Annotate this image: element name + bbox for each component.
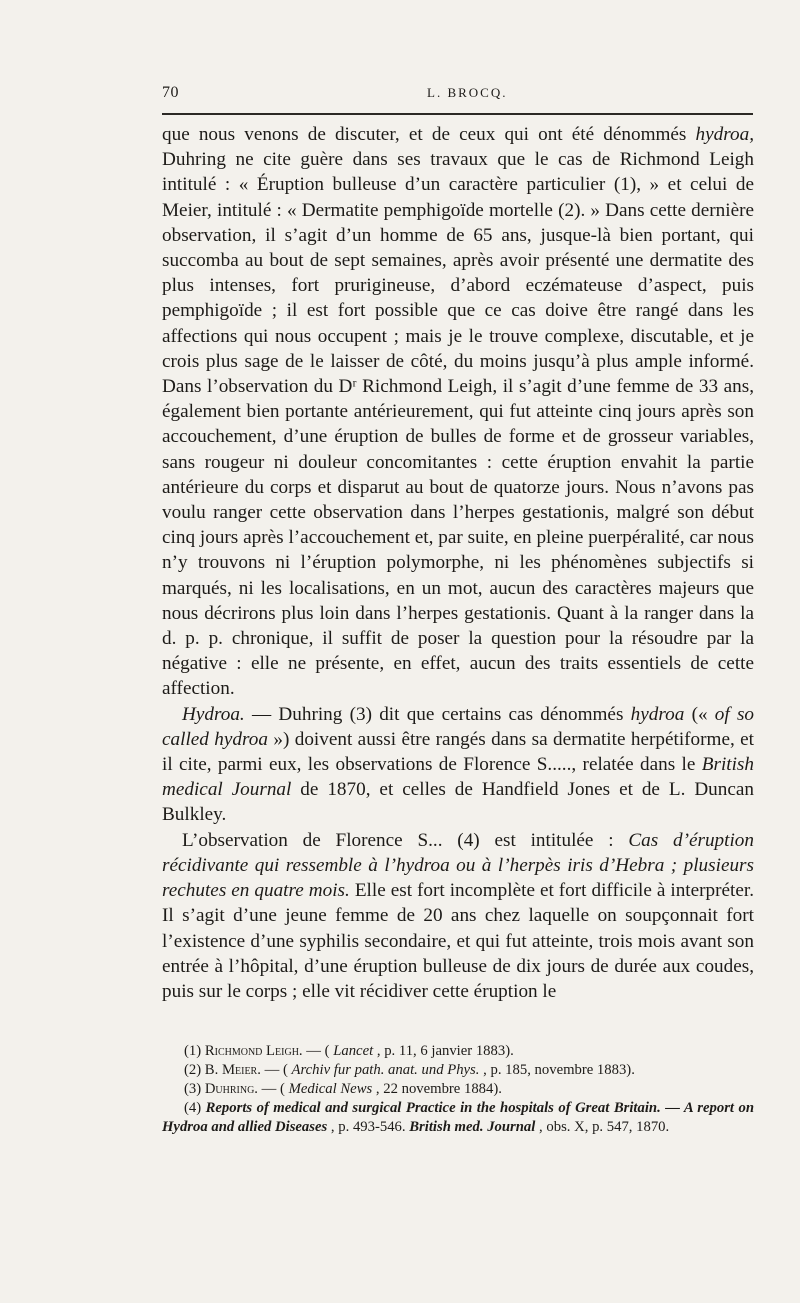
main-text (162, 122, 754, 1004)
paragraph-florence-observation: L’observation de Florence S... (4) est intitulée : Cas d’éruption récidivante qui ressemble à l’hydroa ou à l’herpès iris d’Hebra ; plusieurs rechutes en quatre mois. Elle est fort incomplète et fort difficile à interpréter. Il s’agit d’une jeune femme de 20 ans chez laquelle on soupçonnait fort l’existence d’une syphilis secondaire, et qui fut atteinte, trois mois avant son entrée à l’hôpital, d’une éruption bulleuse de dix jours de durée aux coudes, puis sur le corps ; elle vit récidiver cette éruption le (162, 829, 755, 1002)
section-heading-hydroa: Hydroa. (182, 703, 245, 725)
running-head (162, 84, 753, 108)
footnote-4: (4) Reports of medical and surgical Practice in the hospitals of Great Britain. — A report on Hydroa and allied Diseases , p. 493-546. British med. Journal , obs. X, p. 547, 1870. (162, 1100, 754, 1135)
footnote-3: (3) Duhring. — ( Medical News , 22 novembre 1884). (184, 1081, 502, 1097)
header-rule (162, 113, 753, 115)
running-head-author: L. BROCQ. (427, 85, 508, 100)
footnotes (162, 1042, 754, 1137)
paragraph-duhring-cases: que nous venons de discuter, et de ceux qui ont été dénommés hydroa, Duhring ne cite guère dans ses travaux que le cas de Richmond Leigh intitulé : « Éruption bulleuse d’un caractère particulier (1), » et celui de Meier, intitulé : « Dermatite pemphigoïde mortelle (2). » Dans cette dernière observation, il s’agit d’un homme de 65 ans, jusque-là bien portant, qui succomba au bout de sept semaines, après avoir présenté une dermatite des plus intenses, fort prurigineuse, d’abord eczémateuse d’aspect, puis pemphigoïde ; il est fort possible que ce cas doive être rangé dans les affections qui nous occupent ; mais je le trouve complexe, discutable, et je crois plus sage de le laisser de côté, du moins jusqu’à plus ample informé. Dans l’observation du Dʳ Richmond Leigh, il s’agit d’une femme de 33 ans, également bien portante antérieurement, qui fut atteinte cinq jours après son accouchement, d’une éruption de bulles de forme et de grosseur variables, sans rougeur ni douleur concomitantes : cette éruption envahit la partie antérieure du corps et disparut au bout de quatorze jours. Nous n’avons pas voulu ranger cette observation dans l’herpes gestationis, malgré son début cinq jours après l’accouchement et, par suite, en pleine puerpéralité, car nous n’y trouvons ni l’éruption polymorphe, ni les phénomènes subjectifs si marqués, ni les localisations, en un mot, aucun des caractères majeurs que nous décrirons plus loin dans l’herpes gestationis. Quant à la ranger dans la d. p. p. chronique, il suffit de poser la question pour la résoudre par la négative : elle ne présente, en effet, aucun des traits essentiels de cette affection. (162, 124, 754, 700)
paragraph-hydroa: Hydroa. — Duhring (3) dit que certains cas dénommés hydroa (« of so called hydroa ») doivent aussi être rangés dans sa dermatite herpétiforme, et il cite, parmi eux, les observations de Florence S....., relatée dans le British medical Journal de 1870, et celles de Handfield Jones et de L. Duncan Bulkley. (162, 703, 755, 826)
footnote-2: (2) B. Meier. — ( Archiv fur path. anat. und Phys. , p. 185, novembre 1883). (184, 1062, 635, 1078)
page-number: 70 (162, 84, 179, 101)
footnote-1: (1) Richmond Leigh. — ( Lancet , p. 11, 6 janvier 1883). (184, 1043, 514, 1059)
